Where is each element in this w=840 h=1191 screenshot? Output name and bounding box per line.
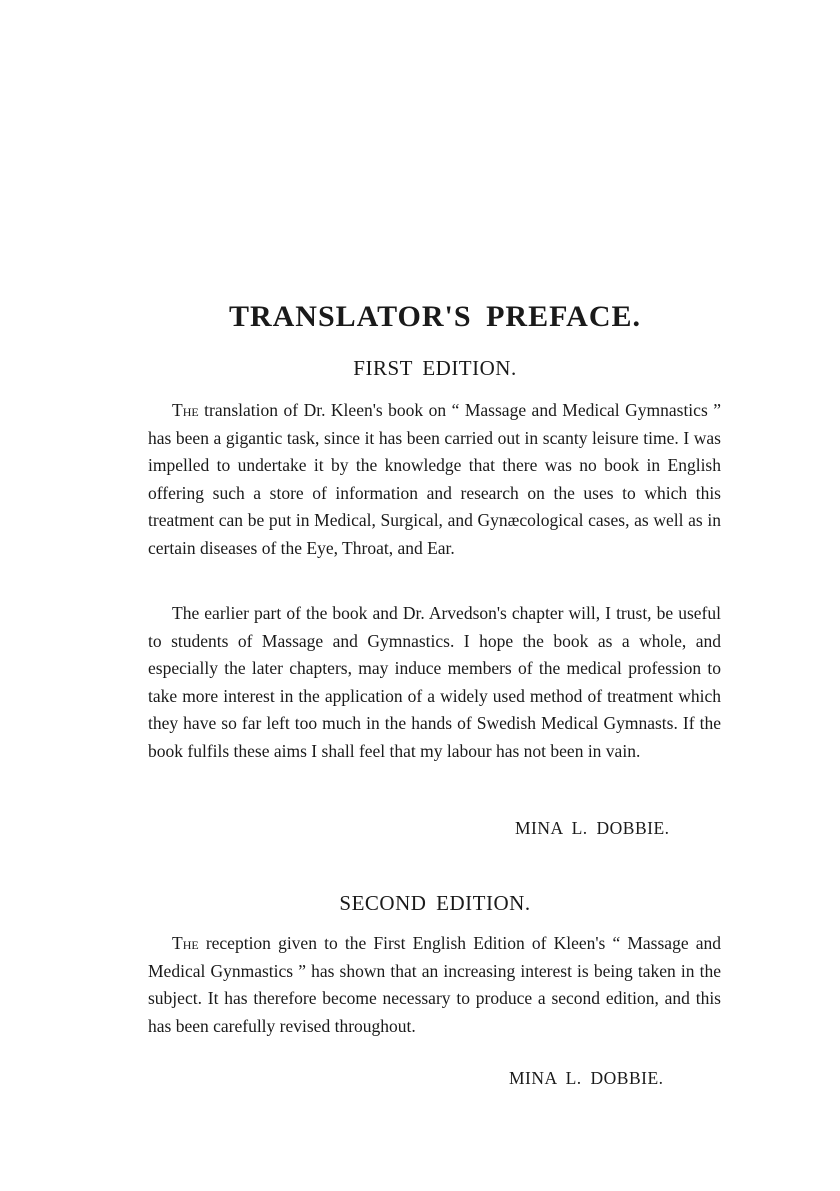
second-edition-paragraph-1	[148, 930, 721, 1040]
second-edition-heading: SECOND EDITION.	[339, 891, 531, 915]
second-edition-paragraph-1-lead: The	[172, 933, 199, 953]
first-edition-paragraph-1	[148, 397, 721, 563]
first-edition-signature: MINA L. DOBBIE.	[515, 818, 670, 838]
first-edition-paragraph-1-text: translation of Dr. Kleen's book on “ Massage and Medical Gymnastics ” has been a gigantic task, since it has been carried out in scanty leisure time. I was impelled to undertake it by the knowledge that there was no book in English offering such a store of information and research on the uses to which this treatment can be put in Medical, Surgical, and Gynæcological cases, as well as in certain diseases of the Eye, Throat, and Ear.	[148, 400, 721, 558]
first-edition-paragraph-2: The earlier part of the book and Dr. Arvedson's chapter will, I trust, be useful to students of Massage and Gymnastics. I hope the book as a whole, and especially the later chapters, may induce members of the medical profession to take more interest in the application of a widely used method of treatment which they have so far left too much in the hands of Swedish Medical Gymnasts. If the book fulfils these aims I shall feel that my labour has not been in vain.	[148, 603, 721, 761]
second-edition-paragraph-1-text: reception given to the First English Edition of Kleen's “ Massage and Medical Gynmastics ” has shown that an increasing interest is being taken in the subject. It has therefore become necessary to produce a second edition, and this has been carefully revised throughout.	[148, 933, 721, 1036]
first-edition-heading: FIRST EDITION.	[353, 356, 517, 380]
first-edition-paragraph-1-lead: The	[172, 400, 199, 420]
page-title: TRANSLATOR'S PREFACE.	[228, 300, 642, 333]
second-edition-signature: MINA L. DOBBIE.	[509, 1068, 664, 1088]
